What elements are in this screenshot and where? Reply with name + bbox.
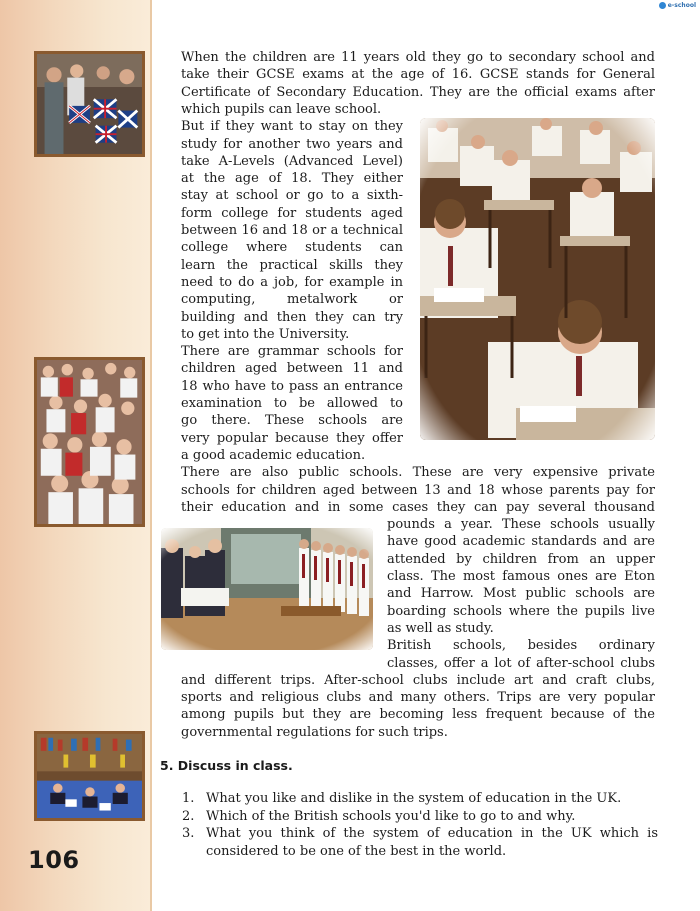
text-line: governmental regulations for such trips. bbox=[181, 724, 448, 740]
text-line: and Harrow. Most public schools are bbox=[387, 586, 655, 602]
list-item-text: Which of the British schools you'd like to go to and why. bbox=[206, 808, 576, 824]
text-line: Certificate of Secondary Education. They are the official exams after bbox=[181, 84, 655, 100]
text-line: take their GCSE exams at the age of 16. GCSE stands for General bbox=[181, 67, 655, 83]
text-line: among pupils but they are becoming less frequent because of the bbox=[181, 707, 655, 723]
text-line: form college for students aged bbox=[181, 205, 403, 221]
text-line: their education and in some cases they can pay several thousand bbox=[181, 499, 655, 515]
text-line: class. The most famous ones are Eton bbox=[387, 569, 655, 584]
text-line: as well as study. bbox=[387, 620, 494, 636]
text-line: 18 who have to pass an entrance bbox=[181, 378, 403, 394]
publisher-logo bbox=[659, 2, 696, 9]
text-line: boarding schools where the pupils live bbox=[387, 603, 655, 619]
list-item-number: 1. bbox=[182, 791, 195, 806]
list-item-number: 2. bbox=[182, 808, 195, 824]
text-line: pounds a year. These schools usually bbox=[387, 517, 655, 533]
text-line: between 16 and 18 or a technical bbox=[181, 223, 403, 238]
text-line: British schools, besides ordinary bbox=[387, 638, 655, 654]
globe-icon bbox=[659, 2, 666, 9]
text-line: at the age of 18. They either bbox=[181, 171, 403, 187]
text-line: children aged between 11 and bbox=[181, 361, 403, 377]
text-line: stay at school or go to a sixth- bbox=[181, 188, 403, 204]
text-line: sports and religious clubs and many others. Trips are very popular bbox=[181, 690, 655, 706]
text-line: very popular because they offer bbox=[181, 430, 403, 446]
photo-library-reading bbox=[34, 731, 145, 821]
photo-cheering-pupils bbox=[34, 357, 145, 527]
text-line: which pupils can leave school. bbox=[181, 101, 382, 117]
photo-exam-hall bbox=[420, 118, 655, 440]
text-line: computing, metalwork or bbox=[181, 292, 403, 308]
text-line: need to do a job, for example in bbox=[181, 274, 403, 290]
text-line: When the children are 11 years old they go to secondary school and bbox=[181, 50, 655, 65]
task-list bbox=[182, 790, 658, 860]
list-item-text: What you like and dislike in the system of education in the UK. bbox=[206, 791, 622, 806]
list-item bbox=[182, 808, 658, 826]
list-item bbox=[182, 790, 658, 808]
text-line: have good academic standards and are bbox=[387, 534, 655, 550]
text-line: classes, offer a lot of after-school clubs bbox=[387, 655, 655, 671]
text-line: and different trips. After-school clubs include art and craft clubs, bbox=[181, 672, 655, 688]
text-line: go there. These schools are bbox=[181, 413, 403, 429]
photo-school-assembly bbox=[161, 528, 373, 650]
text-line: There are grammar schools for bbox=[181, 344, 403, 360]
text-line: study for another two years and bbox=[181, 136, 403, 152]
text-line: take A-Levels (Advanced Level) bbox=[181, 153, 403, 169]
logo-text: e-school bbox=[667, 2, 696, 9]
text-line: a good academic education. bbox=[181, 447, 366, 463]
task-title: 5. Discuss in class. bbox=[160, 758, 293, 773]
text-line: learn the practical skills they bbox=[181, 257, 403, 273]
list-item-text: What you think of the system of education in the UK which is considered to be one of the best in the world. bbox=[206, 826, 658, 859]
page-number: 106 bbox=[28, 846, 80, 874]
text-line: to get into the University. bbox=[181, 326, 350, 342]
text-line: schools for children aged between 13 and 18 whose parents pay for bbox=[181, 482, 655, 498]
photo-students-with-flags bbox=[34, 51, 145, 157]
text-line: college where students can bbox=[181, 240, 403, 256]
text-line: examination to be allowed to bbox=[181, 396, 403, 411]
text-line: building and then they can try bbox=[181, 309, 403, 325]
text-line: attended by children from an upper bbox=[387, 551, 655, 567]
text-line: But if they want to stay on they bbox=[181, 119, 403, 135]
list-item bbox=[182, 825, 658, 860]
text-line: There are also public schools. These are very expensive private bbox=[181, 465, 655, 481]
list-item-number: 3. bbox=[182, 826, 195, 841]
